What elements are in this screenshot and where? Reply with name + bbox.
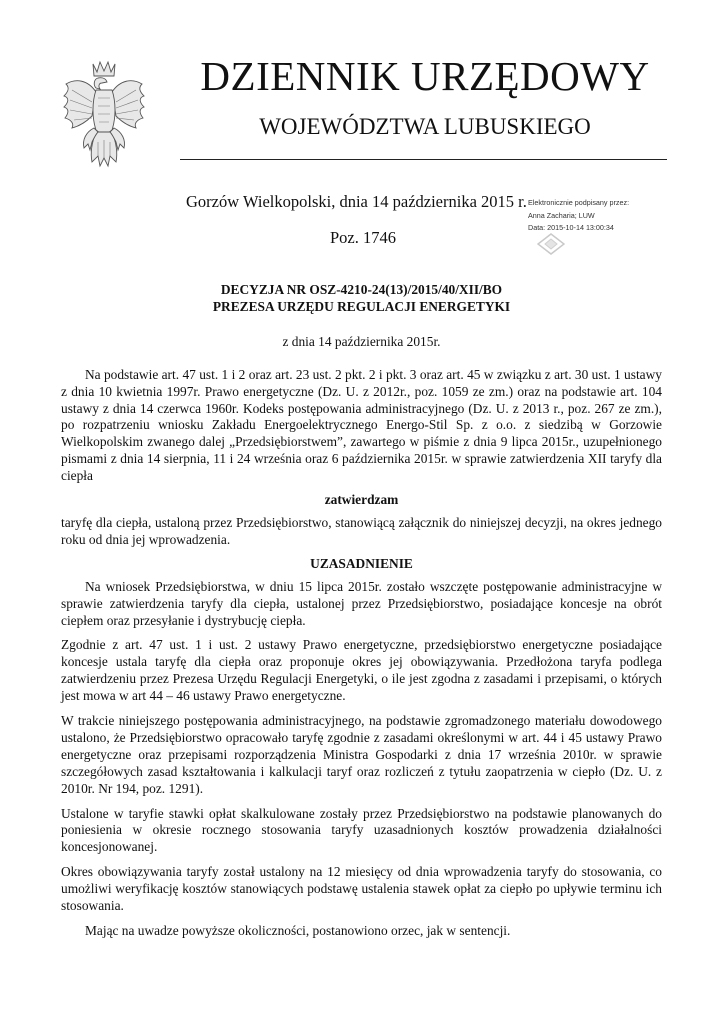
justification-conclusion: Mając na uwadze powyższe okoliczności, postanowiono orzec, jak w sentencji. (85, 923, 511, 938)
justification-paragraph: Zgodnie z art. 47 ust. 1 i ust. 2 ustawy Prawo energetyczne, przedsiębiorstwo energetyczne posiadające koncesje ustala taryfę dla ciepła oraz proponuje okres jej obowiązywania. Przedłożona taryfa podlega zatwierdzeniu przez Prezesa Urzędu Regulacji Energetyki, o ile jest zgodna z zasadami i przepisami, o których jest mowa w art 44 – 46 ustawy Prawo energetyczne. (61, 637, 662, 704)
header-divider (180, 159, 667, 160)
electronic-signature[interactable] (528, 197, 678, 235)
justification-heading: UZASADNIENIE (310, 555, 413, 571)
gazette-title: DZIENNIK URZĘDOWY (200, 53, 650, 99)
justification-paragraph: W trakcie niniejszego postępowania administracyjnego, na podstawie zgromadzonego materiału dowodowego ustalono, że Przedsiębiorstwo opracowało taryfę zgodnie z zasadami określonymi w art. 44 i 45 ustawy Prawo energetyczne oraz przepisami rozporządzenia Ministra Gospodarki z dnia 17 września 2010r. w sprawie szczegółowych zasad kształtowania i kalkulacji taryf oraz rozliczeń z tytułu zaopatrzenia w ciepło (Dz. U. z 2010r. Nr 194, poz. 1291). (61, 713, 662, 796)
signature-signer: Anna Zacharia; LUW (528, 210, 595, 220)
position-number: Poz. 1746 (330, 228, 396, 247)
decision-issuer: PREZESA URZĘDU REGULACJI ENERGETYKI (212, 298, 511, 314)
document-body (61, 282, 662, 940)
signature-label: Elektronicznie podpisany przez: (528, 198, 630, 207)
polish-eagle-emblem-icon (62, 58, 146, 168)
signature-verified-icon (537, 233, 565, 255)
decision-date: z dnia 14 października 2015r. (282, 333, 441, 349)
justification-paragraph: Ustalone w taryfie stawki opłat skalkulowane zostały przez Przedsiębiorstwo na podstawie planowanych do poniesienia w okresie rocznego stosowania taryfy uzasadnionych kosztów prowadzenia działalności koncesjonowanej. (61, 805, 662, 855)
justification-paragraph: Na wniosek Przedsiębiorstwa, w dniu 15 lipca 2015r. zostało wszczęte postępowanie administracyjne w sprawie zatwierdzenia taryfy dla ciepła, ustalonej przez Przedsiębiorstwo, posiadające koncesje na obrót ciepłem oraz przesyłanie i dystrybucję ciepła. (61, 578, 662, 628)
decision-intro: Na podstawie art. 47 ust. 1 i 2 oraz art. 23 ust. 2 pkt. 2 i pkt. 3 oraz art. 45 w związku z art. 30 ust. 1 ustawy z dnia 10 kwietnia 1997r. Prawo energetyczne (Dz. U. z 2012r., poz. 1059 ze zm.) oraz na podstawie art. 104 ustawy z dnia 14 czerwca 1960r. Kodeks postępowania administracyjnego (Dz. U. z 2013 r., poz. 267 ze zm.), po rozpatrzeniu wniosku Zakładu Energoelektrycznego Energo-Stil Sp. z o.o. z siedzibą w Gorzowie Wielkopolskim zwanego dalej „Przedsiębiorstwem”, zawartego w piśmie z dnia 9 lipca 2015r., uzupełnionego pismami z dnia 14 sierpnia, 11 i 24 września oraz 6 października 2015r. w sprawie zatwierdzenia XII taryfy dla ciepła (61, 366, 662, 484)
signature-date: Data: 2015-10-14 13:00:34 (528, 223, 614, 232)
place-date: Gorzów Wielkopolski, dnia 14 października 2015 r. (186, 192, 527, 211)
justification-paragraph: Okres obowiązywania taryfy został ustalony na 12 miesięcy od dnia wprowadzenia taryfy do stosowania, co umożliwi weryfikację kosztów stanowiących podstawę ustalenia stawek opłat za ciepło po upływie terminu ich stosowania. (61, 864, 662, 914)
approve-text: taryfę dla ciepła, ustaloną przez Przedsiębiorstwo, stanowiącą załącznik do niniejszej decyzji, na okres jednego roku od dnia jej wprowadzenia. (61, 514, 662, 547)
decision-title: DECYZJA NR OSZ-4210-24(13)/2015/40/XII/BO (220, 282, 503, 297)
approve-heading: zatwierdzam (324, 492, 399, 508)
gazette-subtitle: WOJEWÓDZTWA LUBUSKIEGO (259, 114, 591, 139)
